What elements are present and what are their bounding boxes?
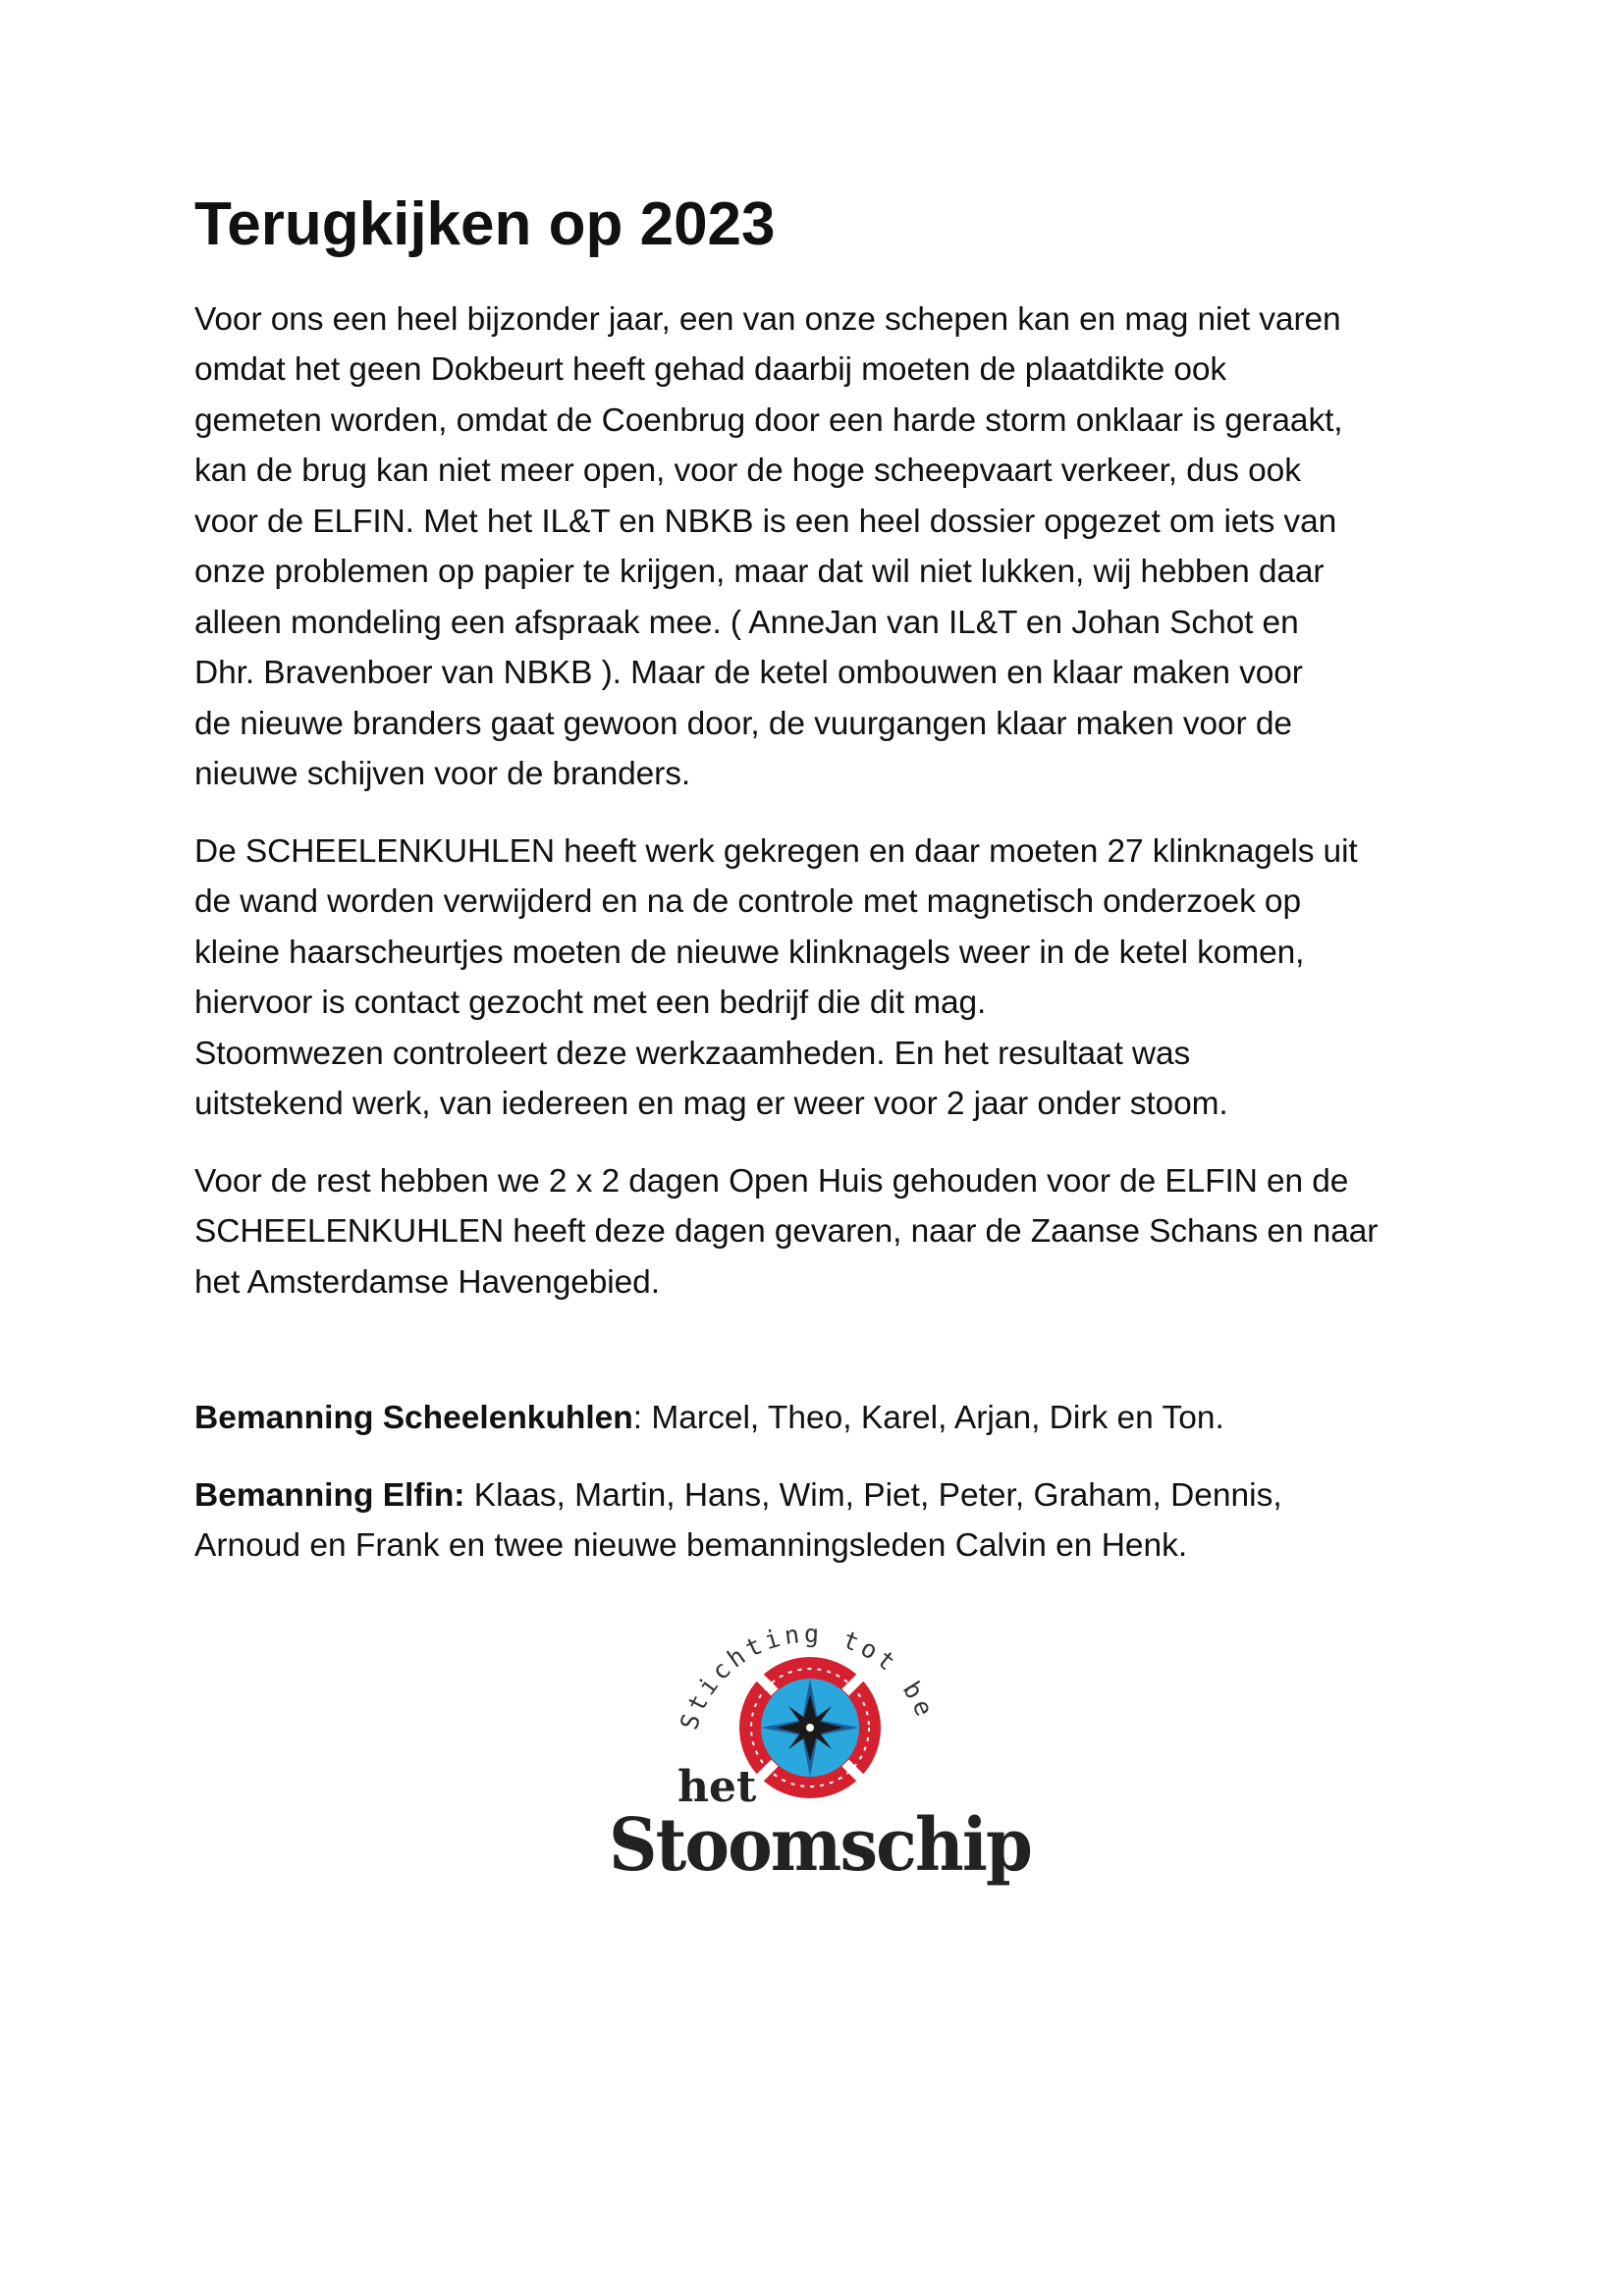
text-line: Voor ons een heel bijzonder jaar, een van onze schepen kan en mag niet varen bbox=[194, 300, 1341, 338]
text-line: het Amsterdamse Havengebied. bbox=[194, 1263, 660, 1301]
text-line: voor de ELFIN. Met het IL&T en NBKB is een heel dossier opgezet om iets van bbox=[194, 503, 1337, 540]
text-line: gemeten worden, omdat de Coenbrug door een harde storm onklaar is geraakt, bbox=[194, 401, 1343, 439]
crew-names-elfin-1: Klaas, Martin, Hans, Wim, Piet, Peter, Graham, Dennis, bbox=[464, 1476, 1282, 1514]
text-line: Dhr. Bravenboer van NBKB ). Maar de ketel ombouwen en klaar maken voor bbox=[194, 655, 1303, 691]
crew-label-scheelenkuhlen: Bemanning Scheelenkuhlen bbox=[194, 1400, 633, 1436]
text-line: Stoomwezen controleert deze werkzaamheden. En het resultaat was bbox=[194, 1035, 1191, 1072]
document-page bbox=[194, 187, 1461, 1598]
text-line: onze problemen op papier te krijgen, maar dat wil niet lukken, wij hebben daar bbox=[194, 554, 1325, 590]
stoomschip-logo bbox=[609, 1600, 1041, 1895]
paragraph-open-huis bbox=[194, 1156, 1461, 1308]
logo-word-large: Stoomschip bbox=[609, 1803, 1031, 1888]
text-line: kan de brug kan niet meer open, voor de hoge scheepvaart verkeer, dus ook bbox=[194, 453, 1301, 489]
text-line: kleine haarscheurtjes moeten de nieuwe klinknagels weer in de ketel komen, bbox=[194, 934, 1305, 971]
text-line: de nieuwe branders gaat gewoon door, de vuurgangen klaar maken voor de bbox=[194, 705, 1292, 742]
text-line: alleen mondeling een afspraak mee. ( AnneJan van IL&T en Johan Schot en bbox=[194, 604, 1299, 641]
text-line bbox=[194, 1470, 1461, 1522]
logo-word-small: het bbox=[677, 1762, 757, 1812]
page-title: Terugkijken op 2023 bbox=[194, 190, 776, 258]
lifebuoy-icon bbox=[739, 1657, 881, 1798]
crew-names-elfin-2: Arnoud en Frank en twee nieuwe bemanningsleden Calvin en Henk. bbox=[194, 1527, 1188, 1564]
text-line: Voor de rest hebben we 2 x 2 dagen Open Huis gehouden voor de ELFIN en de bbox=[194, 1162, 1349, 1200]
text-line: omdat het geen Dokbeurt heeft gehad daarbij moeten de plaatdikte ook bbox=[194, 351, 1227, 388]
logo-graphic bbox=[609, 1600, 1041, 1895]
text-line: nieuwe schijven voor de branders. bbox=[194, 756, 691, 792]
text-line: hiervoor is contact gezocht met een bedrijf die dit mag. bbox=[194, 985, 987, 1021]
crew-scheelenkuhlen bbox=[194, 1393, 1461, 1444]
crew-elfin bbox=[194, 1470, 1461, 1572]
text-line: uitstekend werk, van iedereen en mag er weer voor 2 jaar onder stoom. bbox=[194, 1086, 1228, 1122]
text-line bbox=[194, 1393, 1461, 1444]
crew-names-scheelenkuhlen: : Marcel, Theo, Karel, Arjan, Dirk en Ton. bbox=[632, 1400, 1224, 1436]
logo-arc-text: Stichting tot be bbox=[675, 1619, 941, 1734]
text-line: de wand worden verwijderd en na de controle met magnetisch onderzoek op bbox=[194, 883, 1301, 920]
paragraph-intro bbox=[194, 294, 1461, 800]
crew-label-elfin: Bemanning Elfin: bbox=[194, 1476, 465, 1514]
paragraph-scheelenkuhlen bbox=[194, 827, 1461, 1130]
text-line: De SCHEELENKUHLEN heeft werk gekregen en daar moeten 27 klinknagels uit bbox=[194, 832, 1358, 870]
spacer bbox=[194, 1334, 1461, 1393]
text-line: SCHEELENKUHLEN heeft deze dagen gevaren, naar de Zaanse Schans en naar bbox=[194, 1213, 1379, 1250]
